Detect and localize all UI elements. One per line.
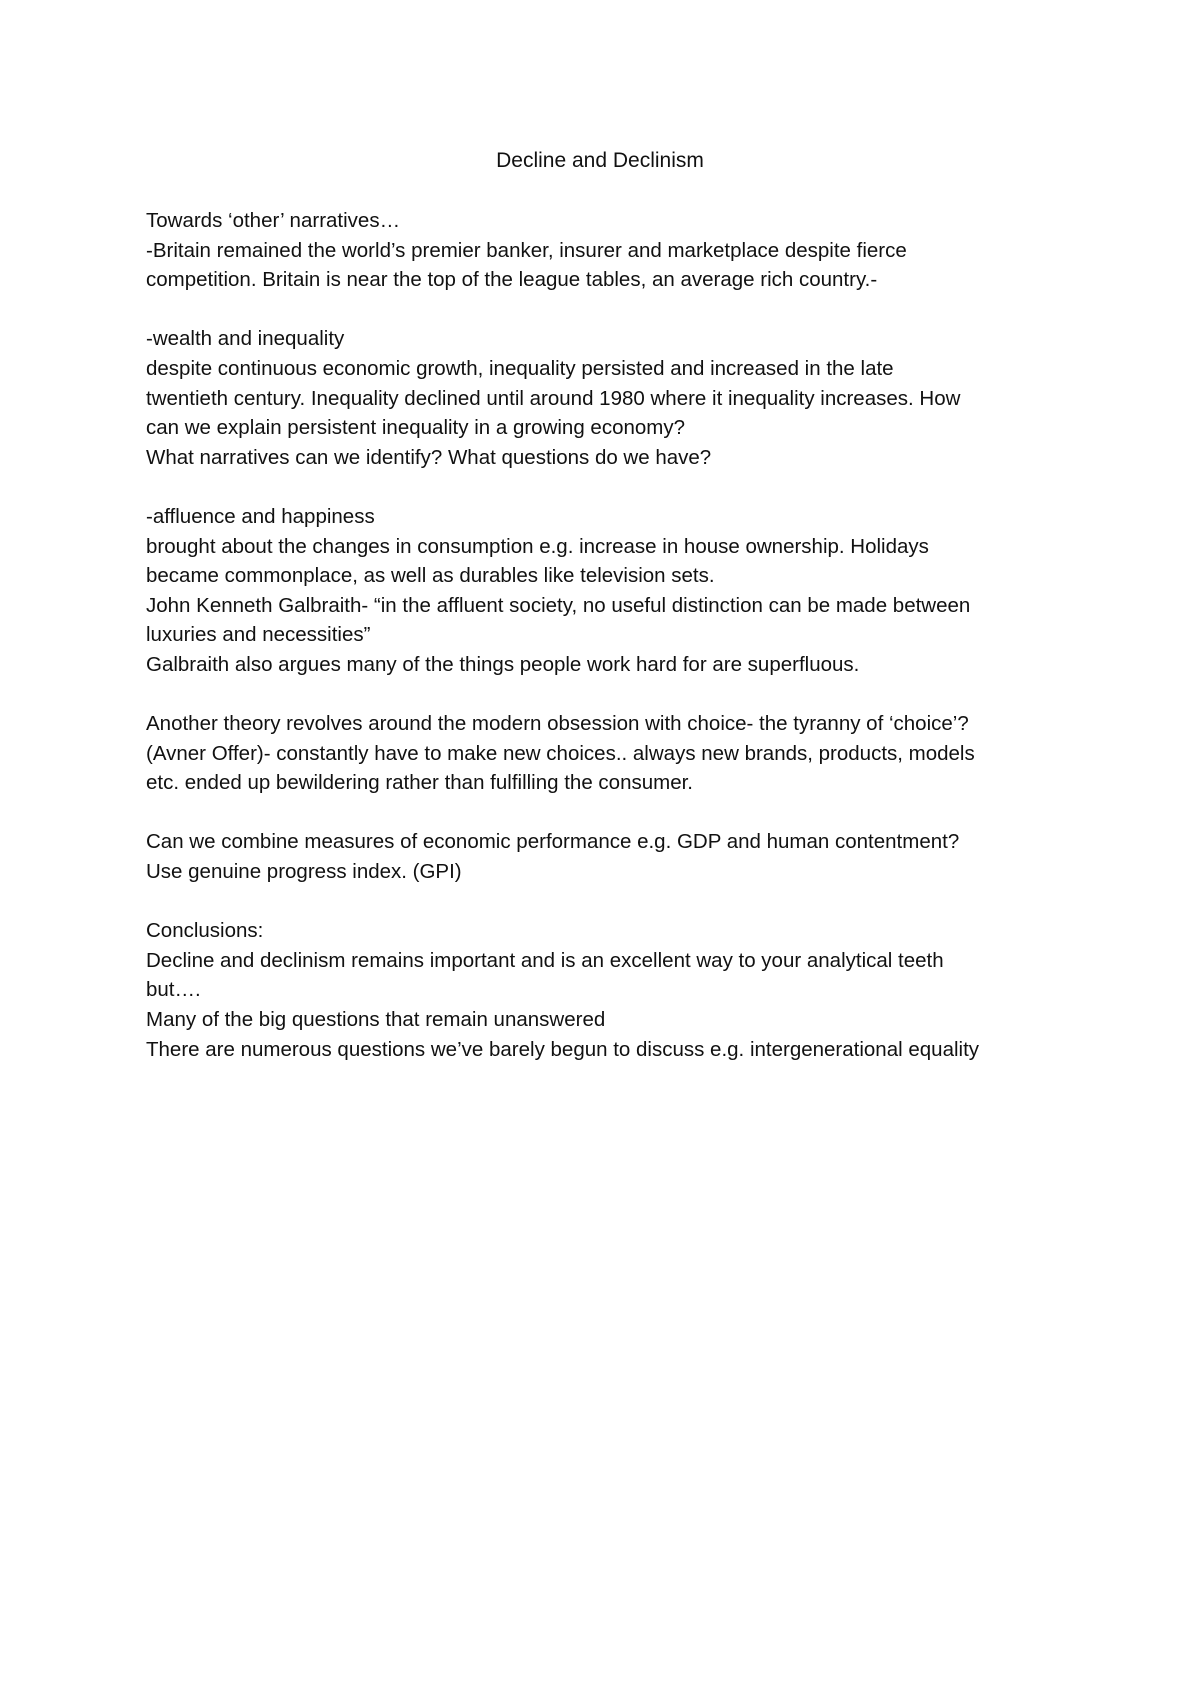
text-line: -affluence and happiness [146,504,375,528]
text-line: John Kenneth Galbraith- “in the affluent society, no useful distinction can be made between [146,593,971,617]
paragraph-spacer [146,472,1076,502]
paragraph-spacer [146,887,1076,917]
text-line: Decline and declinism remains important and is an excellent way to your analytical teeth [146,948,944,972]
paragraph-spacer [146,680,1076,710]
document-title: Decline and Declinism [496,149,704,172]
text-line: can we explain persistent inequality in a growing economy? [146,416,686,440]
text-line: etc. ended up bewildering rather than fulfilling the consumer. [146,771,694,795]
text-line: There are numerous questions we’ve barely begun to discuss e.g. intergenerational equality [146,1037,980,1061]
text-line: competition. Britain is near the top of the league tables, an average rich country.- [146,268,878,292]
text-line: despite continuous economic growth, inequality persisted and increased in the late [146,356,894,380]
text-line: became commonplace, as well as durables like television sets. [146,564,715,588]
text-line: Galbraith also argues many of the things people work hard for are superfluous. [146,652,860,676]
text-line: Another theory revolves around the modern obsession with choice- the tyranny of ‘choice’? [146,712,969,736]
text-line: twentieth century. Inequality declined until around 1980 where it inequality increases. How [146,386,961,410]
text-line: (Avner Offer)- constantly have to make new choices.. always new brands, products, models [146,741,975,765]
paragraph-spacer [146,798,1076,828]
text-line: Conclusions: [146,919,264,943]
document-body [146,206,1076,1064]
text-line: but…. [146,978,201,1002]
text-line: luxuries and necessities” [146,623,371,647]
text-line: Towards ‘other’ narratives… [146,209,401,232]
text-line: What narratives can we identify? What questions do we have? [146,445,712,469]
text-line: brought about the changes in consumption e.g. increase in house ownership. Holidays [146,534,929,558]
text-line: Can we combine measures of economic performance e.g. GDP and human contentment? [146,830,960,854]
paragraph-spacer [146,295,1076,325]
text-line: -Britain remained the world’s premier banker, insurer and marketplace despite fierce [146,238,907,262]
text-line: -wealth and inequality [146,327,345,351]
text-line: Many of the big questions that remain unanswered [146,1008,606,1032]
text-line: Use genuine progress index. (GPI) [146,860,462,884]
